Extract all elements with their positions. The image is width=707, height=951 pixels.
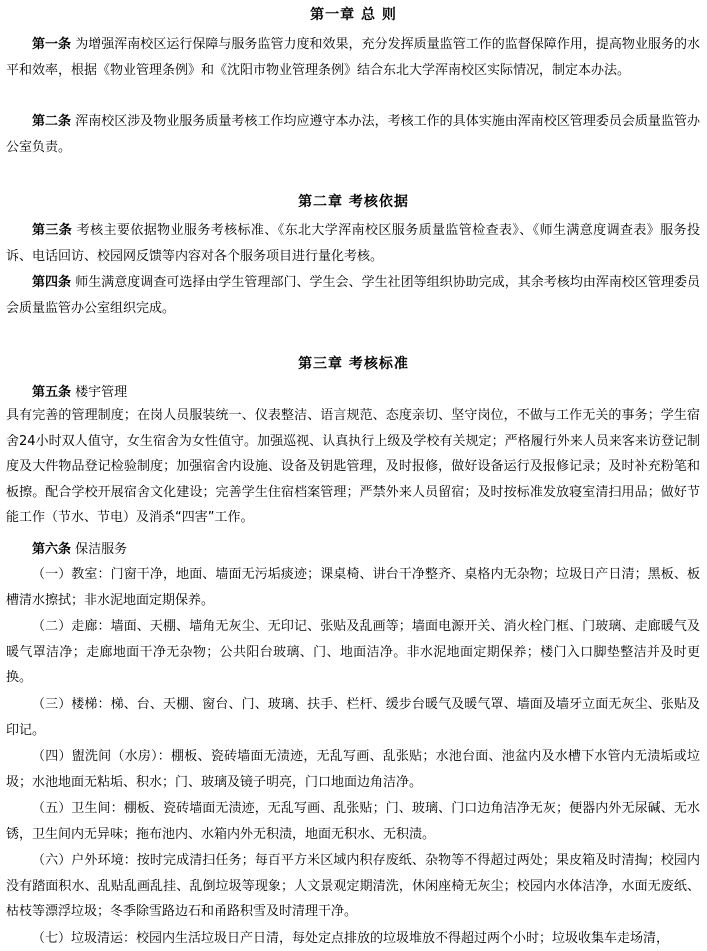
article-4 [6,270,700,321]
article-6-label: 第六条 [32,542,72,557]
article-1-label: 第一条 [32,37,72,52]
article-3-label: 第三条 [32,223,73,238]
article-1 [6,32,700,83]
article-6-item-2: （二）走廊：墙面、天棚、墙角无灰尘、无印记、张贴及乱画等；墙面电源开关、消火栓门框、门玻璃、走廊暖气及暖气罩洁净；走廊地面干净无杂物；公共阳台玻璃、门、地面洁净。非水泥地面定期保养；楼门入口脚垫整洁并及时更换。 [6,619,700,685]
article-4-label: 第四条 [32,275,72,290]
article-6-item-6: （六）户外环境：按时完成清扫任务；每百平方米区域内积存废纸、杂物等不得超过两处；果皮箱及时清掏；校园内没有踏面积水、乱贴乱画乱挂、乱倒垃圾等现象；人文景观定期清洗，休闲座椅无灰尘；校园内水体洁净，水面无废纸、枯枝等漂浮垃圾；冬季除雪路边石和甬路积雪及时清理干净。 [6,853,700,919]
chapter-3-title: 第三章 考核标准 [298,356,409,372]
article-3 [6,218,700,269]
article-6-item-7: （七）垃圾清运：校园内生活垃圾日产日清，每处定点排放的垃圾堆放不得超过两个小时；垃圾收集车走场清， [32,931,670,946]
article-5-label: 第五条 [32,385,72,400]
article-2-label: 第二条 [32,114,72,129]
article-6-item-1: （一）教室：门窗干净，地面、墙面无污垢痰迹；课桌椅、讲台干净整齐、桌格内无杂物；垃圾日产日清；黑板、板槽清水擦拭；非水泥地面定期保养。 [6,567,700,608]
article-6-heading-text: 保洁服务 [75,542,128,557]
article-6-item-4: （四）盥洗间（水房）：棚板、瓷砖墙面无渍迹，无乱写画、乱张贴；水池台面、池盆内及水槽下水管内无渍垢或垃圾；水池地面无粘垢、积水；门、玻璃及镜子明亮，门口地面边角洁净。 [6,749,700,790]
article-5-body: 具有完善的管理制度；在岗人员服装统一、仪表整洁、语言规范、态度亲切、坚守岗位，不做与工作无关的事务；学生宿舍24小时双人值守，女生宿舍为女性值守。加强巡视、认真执行上级及学校有关规定；严格履行外来人员来客来访登记制度及大件物品登记检验制度；加强宿舍内设施、设备及钥匙管理，及时报修，做好设备运行及报修记录；及时补充粉笔和板擦。配合学校开展宿舍文化建设；完善学生住宿档案管理；严禁外来人员留宿；及时按标准发放寝室清扫用品；做好节能工作（节水、节电）及消杀“四害”工作。 [6,408,700,525]
article-5-heading [32,384,127,402]
article-6-item-3: （三）楼梯：梯、台、天棚、窗台、门、玻璃、扶手、栏杆、缓步台暖气及暖气罩、墙面及墙牙立面无灰尘、张贴及印记。 [6,697,700,738]
article-4-text: 师生满意度调查可选择由学生管理部门、学生会、学生社团等组织协助完成，其余考核均由浑南校区管理委员会质量监管办公室组织完成。 [6,275,700,316]
chapter-1-title: 第一章 总 则 [310,7,397,23]
article-2 [6,109,700,160]
article-6-heading [32,541,127,559]
article-5-heading-text: 楼宇管理 [75,385,128,400]
article-6-item-5: （五）卫生间：棚板、瓷砖墙面无渍迹，无乱写画、乱张贴；门、玻璃、门口边角洁净无灰；便器内外无尿碱、无水锈，卫生间内无异味；拖布池内、水箱内外无积渍，地面无积水、无积渍。 [6,801,700,842]
article-2-text: 浑南校区涉及物业服务质量考核工作均应遵守本办法，考核工作的具体实施由浑南校区管理委员会质量监管办公室负责。 [6,114,700,155]
article-1-text: 为增强浑南校区运行保障与服务监管力度和效果，充分发挥质量监管工作的监督保障作用，提高物业服务的水平和效率，根据《物业管理条例》和《沈阳市物业管理条例》结合东北大学浑南校区实际情况，制定本办法。 [6,37,700,78]
chapter-2-title: 第二章 考核依据 [298,194,409,210]
article-3-text: 考核主要依据物业服务考核标准、《东北大学浑南校区服务质量监管检查表》、《师生满意度调查表》服务投诉、电话回访、校园网反馈等内容对各个服务项目进行量化考核。 [6,223,700,264]
